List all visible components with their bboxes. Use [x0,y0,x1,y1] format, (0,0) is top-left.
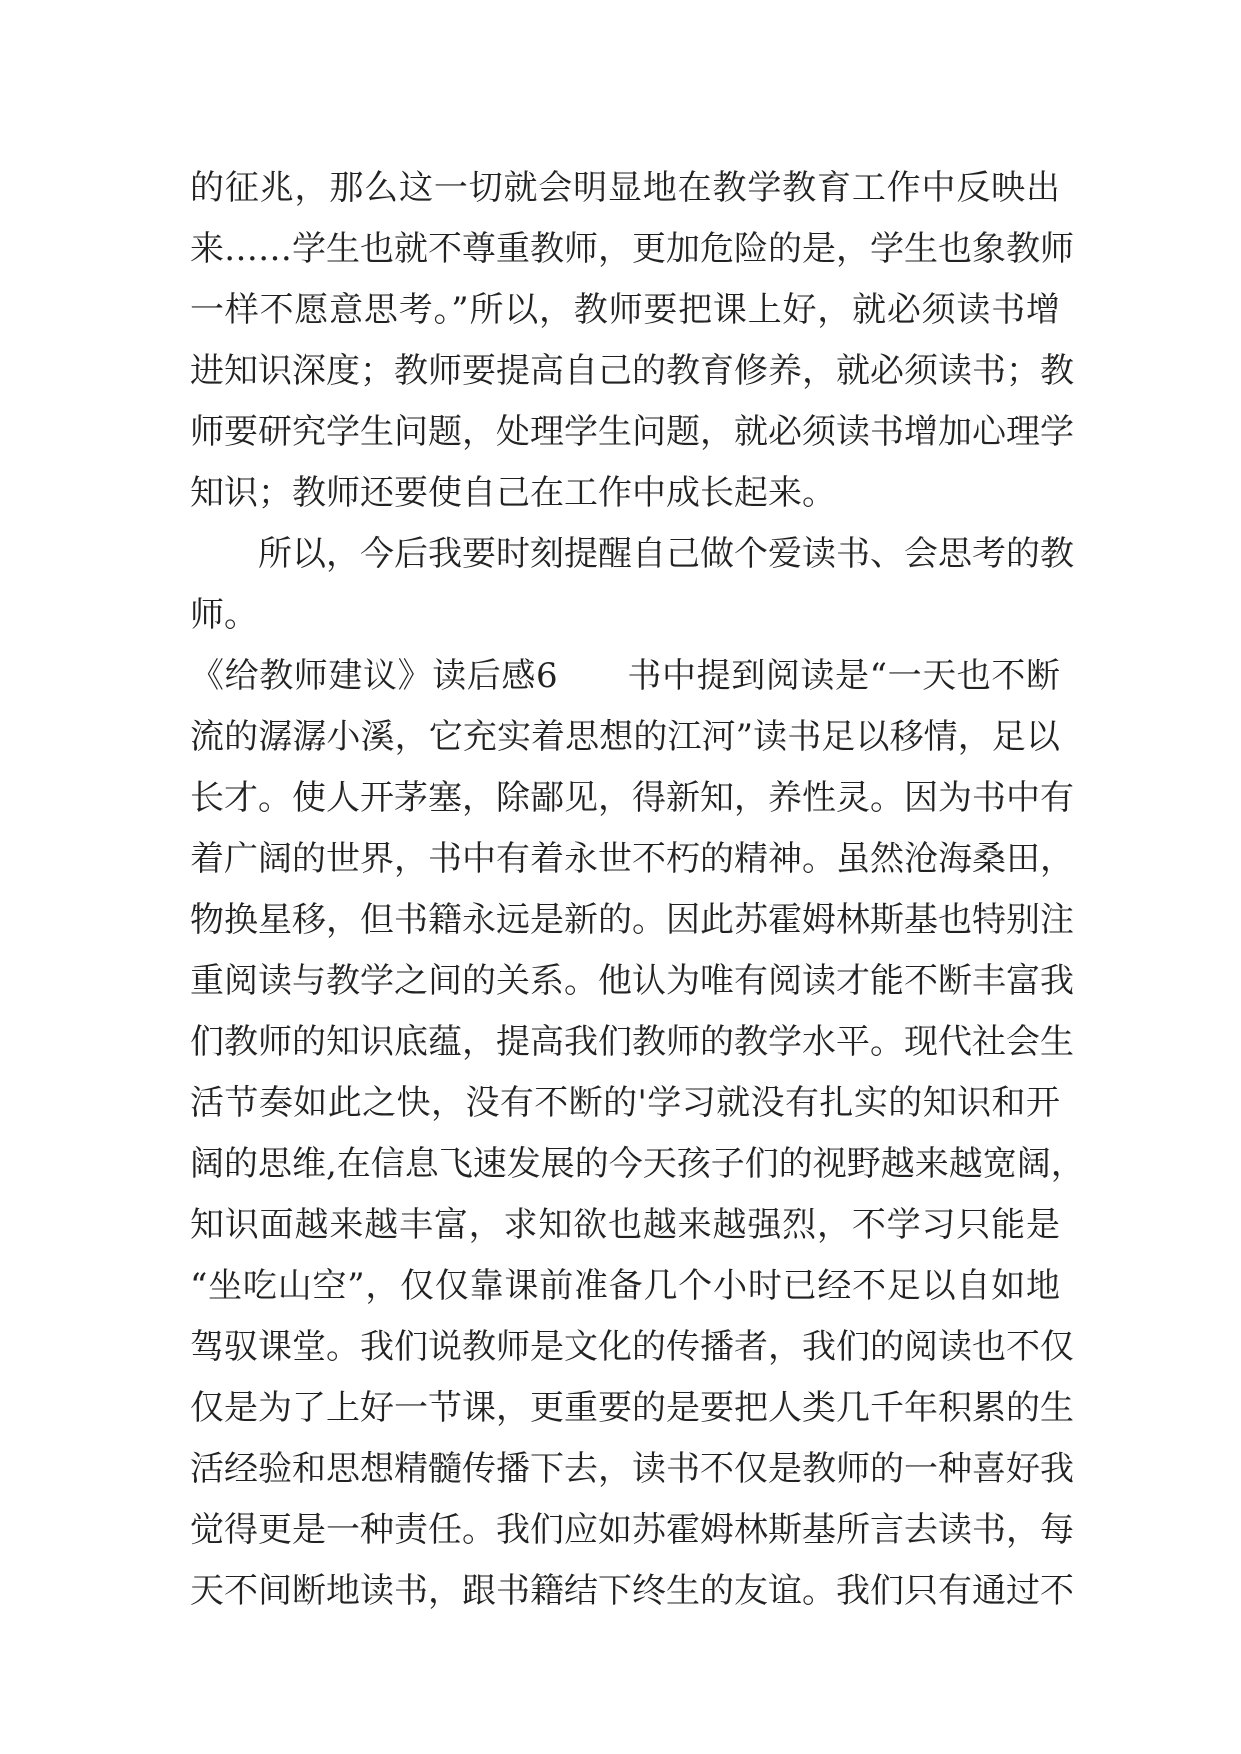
text-line: 重阅读与教学之间的关系。他认为唯有阅读才能不断丰富我 [190,961,1074,1001]
text-line: 来……学生也就不尊重教师，更加危险的是，学生也象教师 [190,229,1074,269]
body-text [190,158,1085,1622]
text-line: 天不间断地读书，跟书籍结下终生的友谊。我们只有通过不 [190,1571,1074,1611]
text-line: 驾驭课堂。我们说教师是文化的传播者，我们的阅读也不仅 [190,1327,1074,1367]
text-line: 活经验和思想精髓传播下去，读书不仅是教师的一种喜好我 [190,1449,1074,1489]
text-line: 《给教师建议》读后感6 书中提到阅读是“一天也不断 [190,656,1060,696]
text-line: 师。 [190,595,258,635]
text-line: 师要研究学生问题，处理学生问题，就必须读书增加心理学 [190,412,1074,452]
text-line: 觉得更是一种责任。我们应如苏霍姆林斯基所言去读书，每 [190,1510,1074,1550]
text-line: 所以，今后我要时刻提醒自己做个爱读书、会思考的教 [258,534,1074,574]
text-line: 的征兆，那么这一切就会明显地在教学教育工作中反映出 [190,168,1060,208]
text-line: 知识面越来越丰富，求知欲也越来越强烈，不学习只能是 [190,1205,1060,1245]
text-line: 阔的思维,在信息飞速发展的今天孩子们的视野越来越宽阔， [190,1144,1085,1184]
text-line: 着广阔的世界，书中有着永世不朽的精神。虽然沧海桑田， [190,839,1074,879]
text-line: “坐吃山空”，仅仅靠课前准备几个小时已经不足以自如地 [190,1266,1060,1306]
text-line: 物换星移，但书籍永远是新的。因此苏霍姆林斯基也特别注 [190,900,1074,940]
text-line: 长才。使人开茅塞，除鄙见，得新知，养性灵。因为书中有 [190,778,1074,818]
text-line: 进知识深度；教师要提高自己的教育修养，就必须读书；教 [190,351,1074,391]
text-line: 们教师的知识底蕴，提高我们教师的教学水平。现代社会生 [190,1022,1074,1062]
text-line: 知识；教师还要使自己在工作中成长起来。 [190,473,836,513]
text-line: 仅是为了上好一节课，更重要的是要把人类几千年积累的生 [190,1388,1074,1428]
text-line: 流的潺潺小溪，它充实着思想的江河”读书足以移情，足以 [190,717,1060,757]
text-line: 活节奏如此之快，没有不断的'学习就没有扎实的知识和开 [190,1083,1060,1123]
text-line: 一样不愿意思考。”所以，教师要把课上好，就必须读书增 [190,290,1060,330]
